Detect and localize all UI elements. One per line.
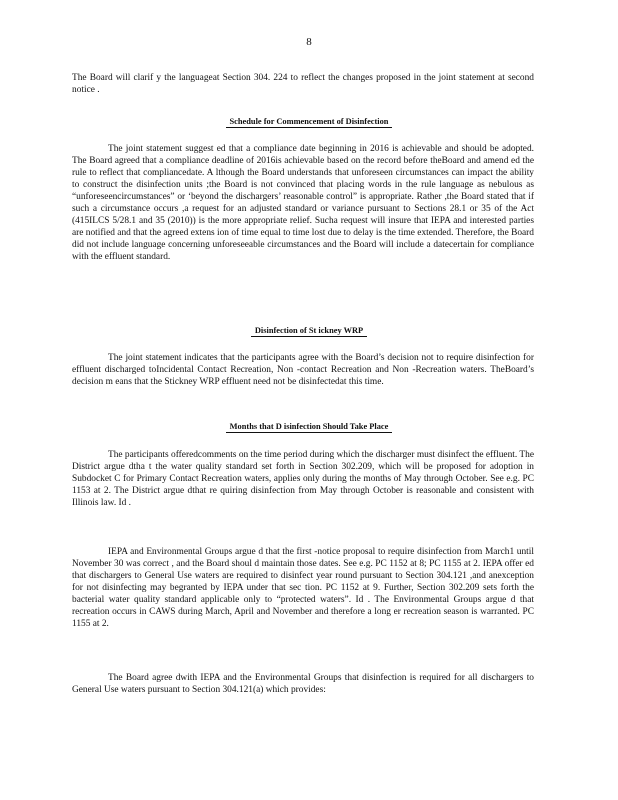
page-number: 8 [306,36,312,48]
paragraph-clarify-language: The Board will clarif y the languageat Section 304. 224 to reflect the changes proposed in the joint statement at second notice . [72,73,534,95]
heading-schedule [0,117,618,127]
paragraph-district-argument: The participants offeredcomments on the time period during which the discharger must disinfect the effluent. The District argue dtha t the water quality standard set forth in Section 302.209, which will be proposed for adoption in Subdocket C for Primary Contact Recreation waters, applies only during the months of May through October. See e.g. PC 1153 at 2. The District argue dthat re quiring disinfection from May through October is reasonable and consistent with Illinois law. Id . [72,450,534,508]
heading-stickney [0,326,618,336]
heading-stickney-text: Disinfection of St ickney WRP [251,326,367,337]
paragraph-iepa-argument: IEPA and Environmental Groups argue d that the first -notice proposal to require disinfection from March1 until November 30 was correct , and the Board shoul d maintain those dates. See e.g. PC 1152 at 8; PC 1155 at 2. IEPA offer ed that dischargers to General Use waters are required to disinfect year round pursuant to Section 304.121 ,and anexception for not disinfecting may begranted by IEPA under that sec tion. PC 1152 at 9. Further, Section 302.209 sets forth the bacterial water quality standard applicable only to “protected waters”. Id . The Environmental Groups argue d that recreation occurs in CAWS during March, April and November and therefore a long er recreation season is warranted. PC 1155 at 2. [72,547,534,629]
heading-months-text: Months that D isinfection Should Take Place [226,422,393,433]
paragraph-compliance-date: The joint statement suggest ed that a compliance date beginning in 2016 is achievable and should be adopted. The Board agreed that a compliance deadline of 2016is achievable based on the record before theBoard and amend ed the rule to reflect that compliancedate. A lthough the Board understands that unforeseen circumstances can impact the ability to construct the disinfection units ;the Board is not convinced that placing words in the rule language as nebulous as “unforeseencircumstances” or ‘beyond the dischargers’ reasonable control” is appropriate. Rather ,the Board stated that if such a circumstance occurs ,a request for an adjusted standard or variance pursuant to Sections 28.1 or 35 of the Act (415ILCS 5/28.1 and 35 (2010)) is the more appropriate relief. Sucha request will insure that IEPA and interested parties are notified and that the agreed extens ion of time equal to time lost due to delay is the time extended. Therefore, the Board did not include language concerning unforeseeable circumstances and the Board will include a datecertain for compliance with the effluent standard. [72,144,534,262]
paragraph-board-agreement: The Board agree dwith IEPA and the Environmental Groups that disinfection is required for all dischargers to General Use waters pursuant to Section 304.121(a) which provides: [72,673,534,695]
heading-months [0,422,618,432]
heading-schedule-text: Schedule for Commencement of Disinfection [226,117,393,128]
paragraph-stickney-decision: The joint statement indicates that the participants agree with the Board’s decision not to require disinfection for effluent discharged toIncidental Contact Recreation, Non -contact Recreation and Non -Recreation waters. TheBoard’s decision m eans that the Stickney WRP effluent need not be disinfectedat this time. [72,353,534,387]
